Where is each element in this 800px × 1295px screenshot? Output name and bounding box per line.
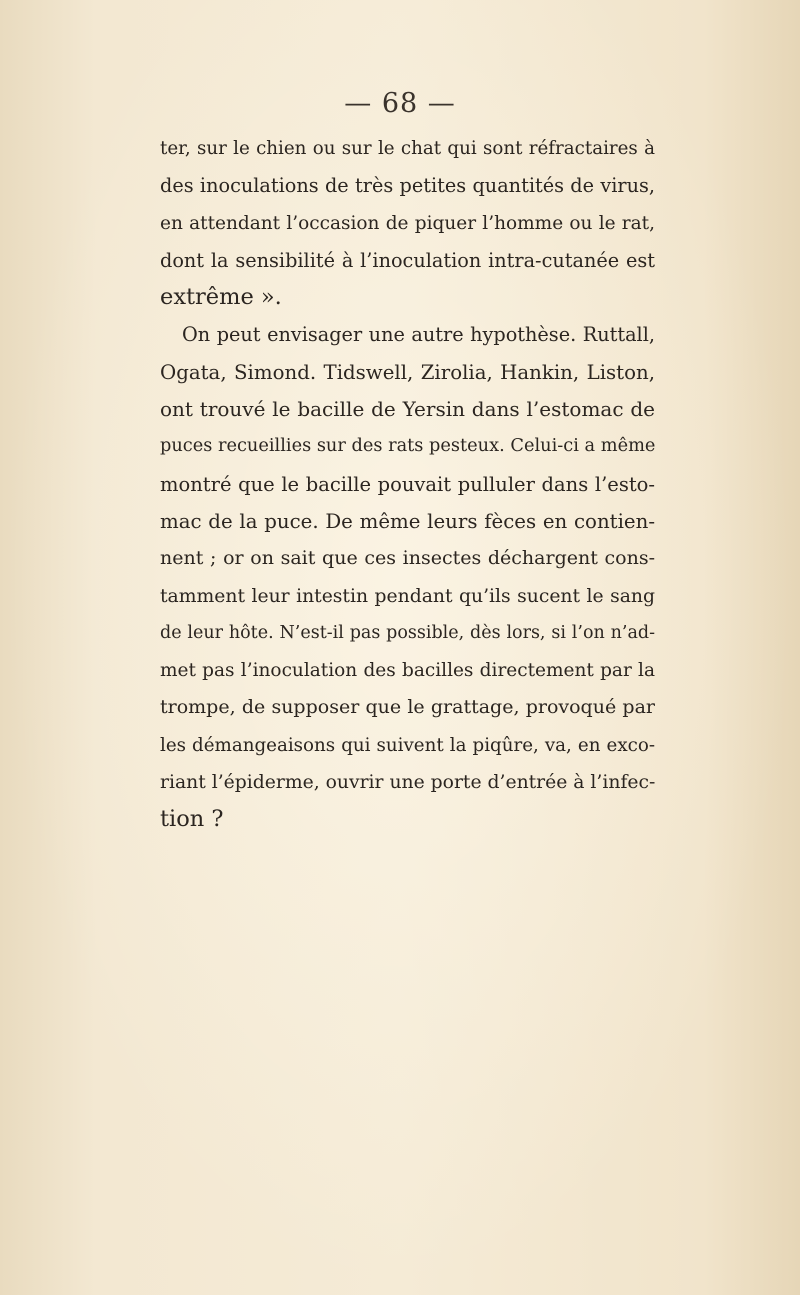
text-line: On peut envisager une autre hypothèse. Ruttall, (182, 323, 655, 347)
text-line: en attendant l’occasion de piquer l’homme ou le rat, (160, 212, 655, 234)
text-line: de leur hôte. N’est-il pas possible, dès lors, si l’on n’ad- (160, 622, 655, 643)
text-line: extrême ». (160, 284, 282, 311)
text-line: dont la sensibilité à l’inoculation intra-cutanée est (160, 248, 655, 272)
text-line: met pas l’inoculation des bacilles directement par la (160, 660, 655, 682)
text-line: tion ? (160, 806, 224, 833)
page-number-header: — 68 — (344, 88, 456, 119)
text-line: mac de la puce. De même leurs fèces en contien- (160, 509, 655, 533)
text-line: tamment leur intestin pendant qu’ils sucent le sang (160, 585, 655, 607)
text-line: des inoculations de très petites quantités de virus, (160, 174, 655, 198)
text-line: ont trouvé le bacille de Yersin dans l’estomac de (160, 397, 655, 422)
text-line: riant l’épiderme, ouvrir une porte d’entrée à l’infec- (160, 772, 656, 794)
text-line: trompe, de supposer que le grattage, provoqué par (160, 696, 655, 719)
text-line: ter, sur le chien ou sur le chat qui sont réfractaires à (160, 138, 655, 159)
text-line: puces recueillies sur des rats pesteux. Celui-ci a même (160, 436, 656, 457)
body-text (160, 130, 655, 839)
text-line: Ogata, Simond. Tidswell, Zirolia, Hankin, Liston, (160, 360, 655, 384)
text-line: montré que le bacille pouvait pulluler dans l’esto- (160, 472, 655, 496)
text-line: les démangeaisons qui suivent la piqûre, va, en exco- (160, 734, 655, 756)
text-line: nent ; or on sait que ces insectes déchargent cons- (160, 547, 655, 570)
